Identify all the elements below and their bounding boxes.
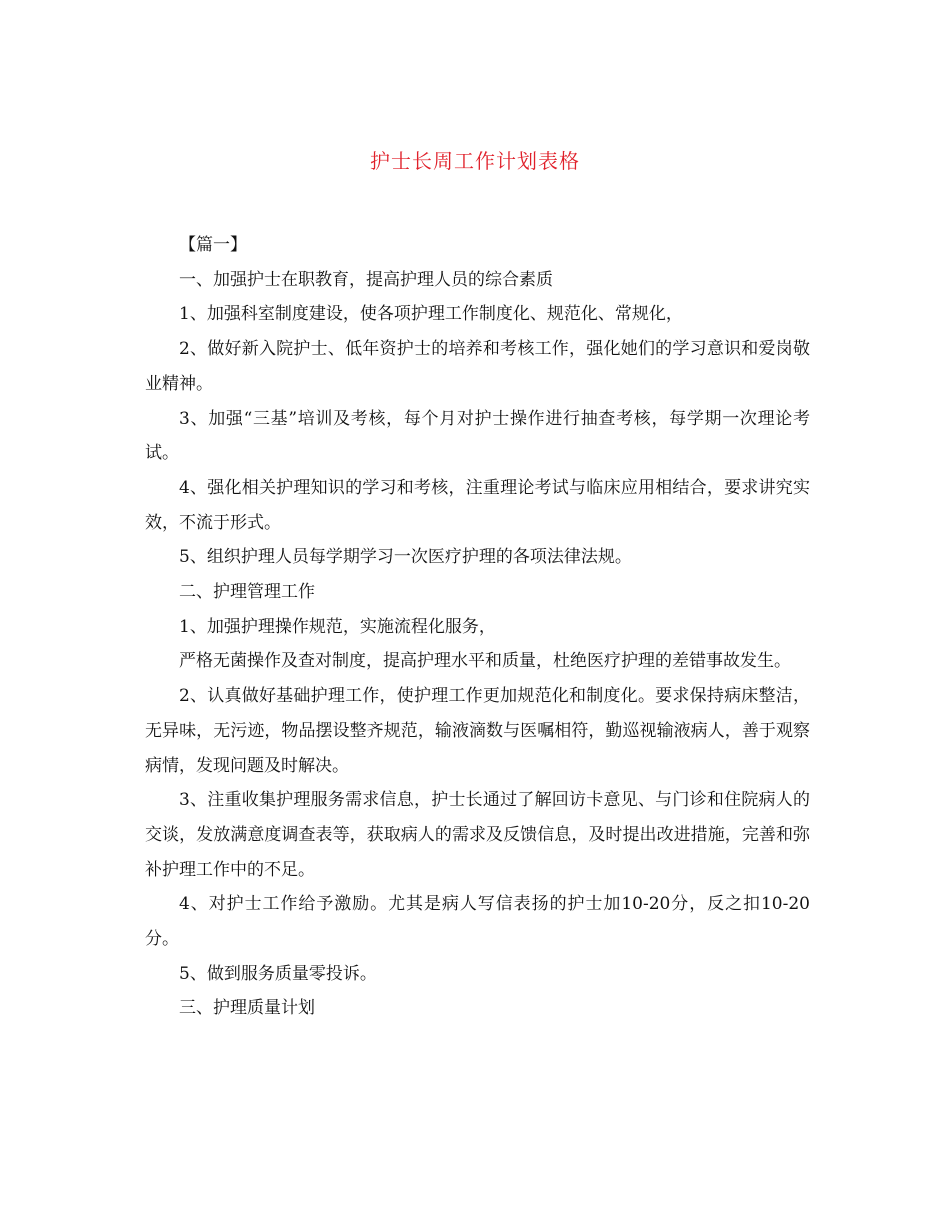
heading-section-3: 三、护理质量计划 [179, 998, 315, 1019]
paragraph: 3、加强“三基”培训及考核，每个月对护士操作进行抽查考核，每学期一次理论考试。 [145, 408, 810, 464]
paragraph: 1、加强护理操作规范，实施流程化服务， [179, 616, 496, 637]
document-body [145, 228, 810, 1026]
paragraph: 2、认真做好基础护理工作，使护理工作更加规范化和制度化。要求保持病床整洁，无异味，无污迹，物品摆设整齐规范，输液滴数与医嘱相符，勤巡视输液病人，善于观察病情，发现问题及时解决。 [145, 686, 810, 776]
paragraph: 1、加强科室制度建设，使各项护理工作制度化、规范化、常规化， [179, 304, 683, 325]
paragraph: 3、注重收集护理服务需求信息，护士长通过了解回访卡意见、与门诊和住院病人的交谈，发放满意度调查表等，获取病人的需求及反馈信息，及时提出改进措施，完善和弥补护理工作中的不足。 [145, 790, 810, 880]
section-label: 【篇一】 [179, 235, 247, 255]
paragraph: 4、强化相关护理知识的学习和考核，注重理论考试与临床应用相结合，要求讲究实效，不流于形式。 [145, 477, 810, 533]
heading-section-1: 一、加强护士在职教育，提高护理人员的综合素质 [179, 269, 553, 290]
paragraph: 严格无菌操作及查对制度，提高护理水平和质量，杜绝医疗护理的差错事故发生。 [179, 651, 791, 672]
heading-section-2: 二、护理管理工作 [179, 582, 315, 603]
paragraph: 4、对护士工作给予激励。尤其是病人写信表扬的护士加10-20分，反之扣10-20分。 [145, 894, 810, 950]
paragraph: 2、做好新入院护士、低年资护士的培养和考核工作，强化她们的学习意识和爱岗敬业精神。 [145, 339, 810, 394]
document-title: 护士长周工作计划表格 [370, 149, 580, 173]
paragraph: 5、做到服务质量零投诉。 [179, 963, 377, 984]
paragraph: 5、组织护理人员每学期学习一次医疗护理的各项法律法规。 [179, 547, 632, 568]
